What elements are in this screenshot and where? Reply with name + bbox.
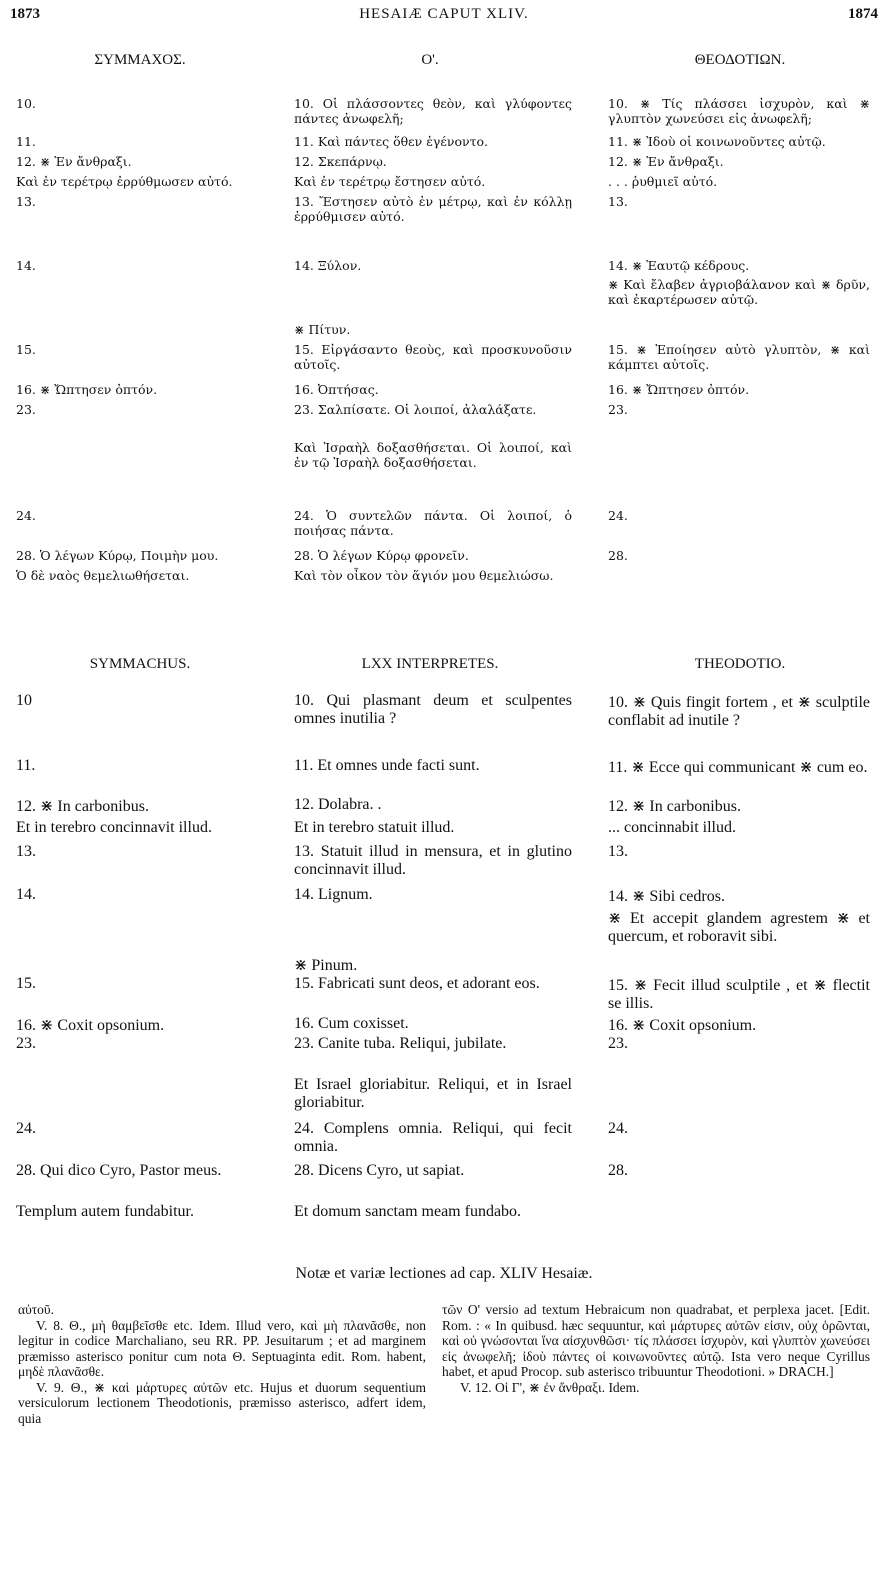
verse-cell-c2: Καὶ ἐν τερέτρῳ ἔστησεν αὐτό. [294, 174, 486, 189]
verse-cell-c2: 24. Complens omnia. Reliqui, qui fecit omnia. [294, 1120, 572, 1155]
verse-cell-c3: 14. ⋇ Sibi cedros. [608, 888, 725, 905]
notes-right-column [442, 1302, 870, 1395]
verse-cell-c2: 13. Ἔστησεν αὐτὸ ἐν μέτρῳ, καὶ ἐν κόλλῃ ἐρρύθμισεν αὐτό. [294, 194, 572, 224]
verse-cell-c3: 24. [608, 1120, 628, 1137]
verse-cell-c2: 23. Canite tuba. Reliqui, jubilate. [294, 1035, 507, 1052]
verse-cell-c3: 13. [608, 194, 628, 209]
verse-cell-c3: 28. [608, 548, 628, 563]
verse-cell-c2: 23. Σαλπίσατε. Οἱ λοιποί, ἀλαλάξατε. [294, 402, 537, 417]
verse-cell-c3: 12. ⋇ In carbonibus. [608, 798, 741, 815]
notes-left-column [18, 1302, 426, 1426]
note-paragraph: αὐτοῦ. [18, 1302, 54, 1317]
verse-cell-c1: 12. ⋇ Ἐν ἄνθραξι. [16, 154, 132, 169]
verse-cell-c1: 28. Qui dico Cyro, Pastor meus. [16, 1162, 222, 1179]
verse-cell-c2: 28. Ὁ λέγων Κύρῳ φρονεῖν. [294, 548, 469, 563]
note-paragraph: V. 9. Θ., ⋇ καὶ μάρτυρες αὐτῶν etc. Hujus et duorum sequentium versiculorum lectionem Theodotionis, præmisso asterisco, adfert idem, quia [18, 1379, 426, 1426]
verse-cell-c2: 10. Οἱ πλάσσοντες θεὸν, καὶ γλύφοντες πάντες ἀνωφελῆ; [294, 96, 572, 126]
verse-cell-c3: 23. [608, 402, 628, 417]
verse-cell-c2: 10. Qui plasmant deum et sculpentes omnes inutilia ? [294, 692, 572, 727]
running-title: HESAIÆ CAPUT XLIV. [359, 6, 529, 22]
verse-cell-c2: ⋇ Πίτυν. [294, 322, 351, 337]
verse-cell-c1: 15. [16, 342, 36, 357]
verse-cell-c2: 13. Statuit illud in mensura, et in glutino concinnavit illud. [294, 843, 572, 878]
verse-cell-c3: 12. ⋇ Ἐν ἄνθραξι. [608, 154, 724, 169]
verse-cell-c3: 15. ⋇ Ἐποίησεν αὐτὸ γλυπτὸν, ⋇ καὶ κάμπτει αὐτοῖς. [608, 342, 870, 372]
verse-cell-c1: 24. [16, 1120, 36, 1137]
verse-cell-c2: 12. Σκεπάρνῳ. [294, 154, 387, 169]
verse-cell-c3: 28. [608, 1162, 628, 1179]
verse-cell-c1: 15. [16, 975, 36, 992]
verse-cell-c2: 16. Ὀπτήσας. [294, 382, 379, 397]
verse-cell-c1: 10. [16, 96, 36, 111]
verse-cell-c1: Et in terebro concinnavit illud. [16, 819, 212, 836]
verse-cell-c3: 13. [608, 843, 628, 860]
verse-cell-c1: 13. [16, 843, 36, 860]
verse-cell-c2: 24. Ὁ συντελῶν πάντα. Οἱ λοιποί, ὁ ποιήσας πάντα. [294, 508, 572, 538]
latin-head-lxx: LXX INTERPRETES. [361, 656, 499, 672]
verse-cell-c1: 10 [16, 692, 32, 709]
verse-cell-c3: ⋇ Et accepit glandem agrestem ⋇ et quercum, et roboravit sibi. [608, 910, 870, 945]
verse-cell-c1: Templum autem fundabitur. [16, 1203, 194, 1220]
verse-cell-c1: Ὁ δὲ ναὸς θεμελιωθήσεται. [16, 568, 190, 583]
verse-cell-c2: 16. Cum coxisset. [294, 1015, 409, 1032]
verse-cell-c3: 16. ⋇ Ὤπτησεν ὀπτόν. [608, 382, 750, 397]
verse-cell-c3: 16. ⋇ Coxit opsonium. [608, 1017, 757, 1034]
verse-cell-c3: 10. ⋇ Quis fingit fortem , et ⋇ sculptile conflabit ad inutile ? [608, 694, 870, 729]
verse-cell-c2: Et domum sanctam meam fundabo. [294, 1203, 522, 1220]
verse-cell-c3: 23. [608, 1035, 628, 1052]
verse-cell-c1: 11. [16, 134, 36, 149]
verse-cell-c3: 24. [608, 508, 628, 523]
verse-cell-c1: 16. ⋇ Coxit opsonium. [16, 1017, 165, 1034]
verse-cell-c2: 12. Dolabra. . [294, 796, 382, 813]
verse-cell-c1: Καὶ ἐν τερέτρῳ ἐρρύθμωσεν αὐτό. [16, 174, 233, 189]
verse-cell-c1: 13. [16, 194, 36, 209]
verse-cell-c3: . . . ῥυθμιεῖ αὐτό. [608, 174, 718, 189]
verse-cell-c3: 11. ⋇ Ecce qui communicant ⋇ cum eo. [608, 759, 868, 776]
verse-cell-c3: 10. ⋇ Τίς πλάσσει ἰσχυρὸν, καὶ ⋇ γλυπτὸν χωνεύσει εἰς ἀνωφελῆ; [608, 96, 870, 126]
page-number-right: 1874 [848, 6, 878, 22]
verse-cell-c1: 28. Ὁ λέγων Κύρῳ, Ποιμὴν μου. [16, 548, 219, 563]
greek-lxx-israel: Καὶ Ἰσραὴλ δοξασθήσεται. Οἱ λοιποί, καὶ ἐν τῷ Ἰσραὴλ δοξασθήσεται. [294, 440, 572, 470]
verse-cell-c1: 11. [16, 757, 36, 774]
verse-cell-c3: 11. ⋇ Ἰδοὺ οἱ κοινωνοῦντες αὐτῷ. [608, 134, 826, 149]
verse-cell-c1: 12. ⋇ In carbonibus. [16, 798, 149, 815]
verse-cell-c1: 14. [16, 886, 36, 903]
verse-cell-c3: 14. ⋇ Ἑαυτῷ κέδρους. [608, 258, 750, 273]
verse-cell-c2: ⋇ Pinum. [294, 957, 358, 974]
verse-cell-c1: 14. [16, 258, 36, 273]
verse-cell-c2: 14. Lignum. [294, 886, 373, 903]
note-paragraph: V. 12. Οἱ Γ', ⋇ ἐν ἄνθραξι. Idem. [460, 1379, 640, 1395]
greek-head-symmachus: ΣΥΜΜΑΧΟΣ. [94, 52, 186, 68]
verse-cell-c1: 24. [16, 508, 36, 523]
page-number-left: 1873 [10, 6, 40, 22]
note-paragraph: τῶν O' versio ad textum Hebraicum non quadrabat, et perplexa jacet. [Edit. Rom. : « In quibusd. hæc sequuntur, καὶ μάρτυρες αὐτῶν εἰσιν, οὐχ ὁρῶνται, καὶ οὐ γνώσονται ἵνα αἰσχυνθῶσι· τίς πλάσσει ἰσχυρὸν, καὶ γλυπτὸν χωνεύσει εἰς ἀνωφελῆ; ἰδοὺ πάντες οἱ κοινωνοῦντες αὐτῷ. Ista vero neque Cyrillus habet, et apud Procop. sub asterisco tribuuntur Theodotioni. » DRACH.] [442, 1302, 870, 1379]
latin-lxx-israel: Et Israel gloriabitur. Reliqui, et in Israel gloriabitur. [294, 1076, 572, 1111]
verse-cell-c1: 16. ⋇ Ὤπτησεν ὀπτόν. [16, 382, 158, 397]
verse-cell-c2: Καὶ τὸν οἶκον τὸν ἅγιόν μου θεμελιώσω. [294, 568, 554, 583]
latin-head-symmachus: SYMMACHUS. [89, 656, 191, 672]
verse-cell-c2: Et in terebro statuit illud. [294, 819, 455, 836]
notes-title: Notæ et variæ lectiones ad cap. XLIV Hesaiæ. [295, 1265, 593, 1282]
latin-head-theodotio: THEODOTIO. [694, 656, 786, 672]
verse-cell-c2: 11. Καὶ πάντες ὅθεν ἐγένοντο. [294, 134, 489, 149]
verse-cell-c3: 15. ⋇ Fecit illud sculptile , et ⋇ flectit se illis. [608, 977, 870, 1012]
greek-head-theodotion: ΘΕΟΔΟΤΙΩΝ. [694, 52, 786, 68]
running-header [10, 6, 878, 36]
verse-cell-c2: 14. Ξύλον. [294, 258, 362, 273]
verse-cell-c3: ⋇ Καὶ ἔλαβεν ἀγριοβάλανον καὶ ⋇ δρῦν, καὶ ἐκαρτέρωσεν αὐτῷ. [608, 277, 870, 307]
verse-cell-c1: 23. [16, 1035, 36, 1052]
verse-cell-c2: 15. Εἰργάσαντο θεοὺς, καὶ προσκυνοῦσιν αὐτοῖς. [294, 342, 572, 372]
verse-cell-c2: 15. Fabricati sunt deos, et adorant eos. [294, 975, 540, 992]
verse-cell-c3: ... concinnabit illud. [608, 819, 736, 836]
note-paragraph: V. 8. Θ., μὴ θαμβεῖσθε etc. Idem. Illud vero, καὶ μὴ πλανᾶσθε, non legitur in codice Marchaliano, seu RR. PP. Jesuitarum ; et ad marginem præmisso asterisco ponitur cum nota Θ. Septuaginta edit. Rom. habent, μηδὲ πλανᾶσθε. [18, 1317, 426, 1379]
verse-cell-c1: 23. [16, 402, 36, 417]
greek-head-lxx: O'. [421, 52, 439, 68]
verse-cell-c2: 28. Dicens Cyro, ut sapiat. [294, 1162, 465, 1179]
verse-cell-c2: 11. Et omnes unde facti sunt. [294, 757, 480, 774]
